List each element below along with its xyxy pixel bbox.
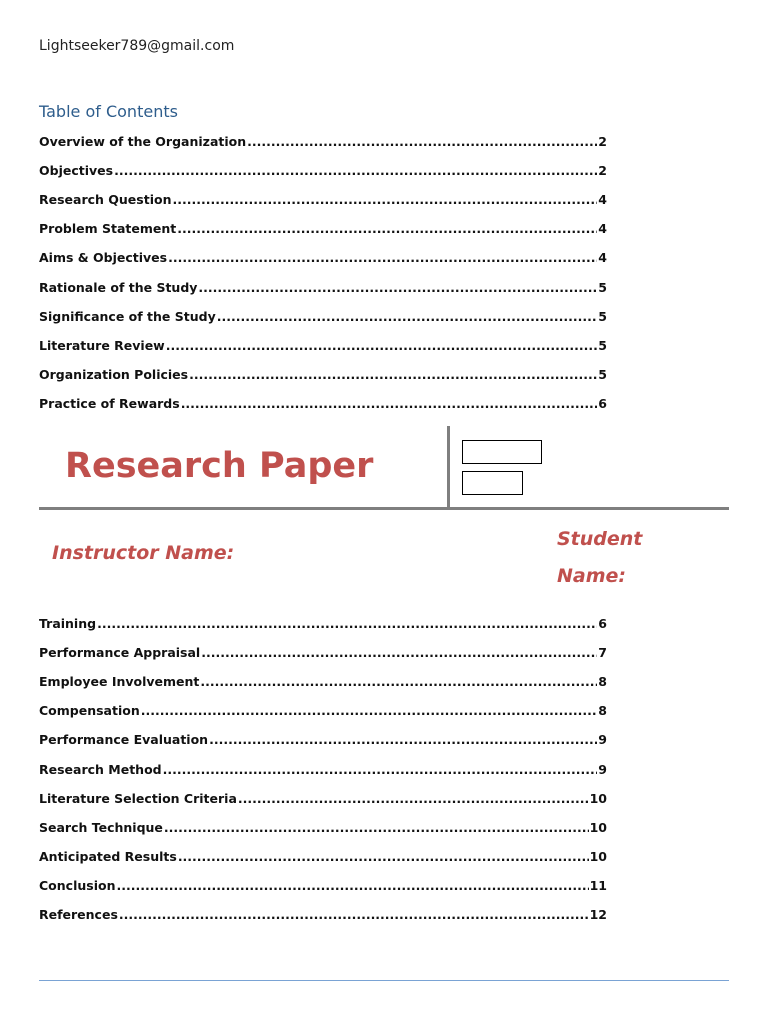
toc-entry[interactable]: [39, 238, 607, 267]
toc-entry[interactable]: [39, 837, 607, 866]
toc-entry-page: 6: [598, 395, 607, 411]
toc-entry-page: 2: [598, 163, 607, 179]
toc-leader-dots: [141, 702, 598, 720]
toc-leader-dots: [163, 761, 598, 779]
toc-entry-label: Search Technique: [39, 819, 163, 835]
toc-leader-dots: [178, 848, 589, 866]
toc-heading: Table of Contents: [39, 102, 178, 121]
toc-entry[interactable]: [39, 355, 607, 384]
toc-leader-dots: [217, 308, 598, 326]
toc-entry-label: Anticipated Results: [39, 848, 177, 864]
toc-leader-dots: [168, 249, 597, 267]
paper-title: Research Paper: [65, 446, 374, 486]
toc-entry-page: 10: [589, 790, 607, 806]
toc-leader-dots: [181, 395, 598, 413]
horizontal-divider: [39, 507, 729, 510]
instructor-name-label: Instructor Name:: [52, 542, 235, 564]
toc-leader-dots: [164, 819, 589, 837]
toc-leader-dots: [198, 279, 597, 297]
toc-entry-page: 5: [598, 308, 607, 324]
toc-entry[interactable]: [39, 209, 607, 238]
toc-entry-page: 10: [589, 819, 607, 835]
toc-leader-dots: [247, 133, 597, 151]
toc-entry[interactable]: [39, 808, 607, 837]
toc-entry-label: Problem Statement: [39, 221, 177, 237]
toc-entry-label: Objectives: [39, 163, 114, 179]
toc-entry[interactable]: [39, 633, 607, 662]
toc-leader-dots: [200, 673, 597, 691]
toc-entry-page: 2: [598, 134, 607, 150]
toc-leader-dots: [201, 644, 597, 662]
toc-entry-label: Research Method: [39, 761, 162, 777]
toc-entry-page: 12: [589, 907, 607, 923]
toc-entry[interactable]: [39, 326, 607, 355]
toc-entry-page: 5: [598, 366, 607, 382]
toc-leader-dots: [114, 162, 597, 180]
toc-leader-dots: [189, 366, 597, 384]
toc-entry-page: 9: [598, 761, 607, 777]
toc-leader-dots: [172, 191, 597, 209]
toc-entry[interactable]: [39, 720, 607, 749]
toc-entry-label: Aims & Objectives: [39, 250, 168, 266]
empty-text-box-small[interactable]: [462, 471, 523, 495]
toc-entry[interactable]: [39, 122, 607, 151]
toc-entry-page: 11: [589, 877, 607, 893]
toc-entry-page: 9: [598, 732, 607, 748]
toc-leader-dots: [116, 877, 588, 895]
toc-entry-label: Significance of the Study: [39, 308, 216, 324]
toc-entry-label: Performance Appraisal: [39, 645, 201, 661]
toc-entry-page: 5: [598, 279, 607, 295]
toc-entry-label: Performance Evaluation: [39, 732, 209, 748]
toc-entry-label: Conclusion: [39, 877, 116, 893]
toc-list-top: [39, 122, 607, 413]
toc-entry[interactable]: [39, 384, 607, 413]
toc-leader-dots: [238, 790, 589, 808]
footer-rule: [39, 980, 729, 981]
toc-entry-label: Training: [39, 616, 97, 632]
toc-entry-page: 8: [598, 674, 607, 690]
toc-leader-dots: [209, 731, 597, 749]
toc-entry-page: 7: [598, 645, 607, 661]
toc-entry[interactable]: [39, 749, 607, 778]
toc-entry-label: Organization Policies: [39, 366, 189, 382]
toc-entry[interactable]: [39, 297, 607, 326]
author-email: Lightseeker789@gmail.com: [39, 38, 235, 54]
toc-entry[interactable]: [39, 895, 607, 924]
toc-entry[interactable]: [39, 691, 607, 720]
toc-entry[interactable]: [39, 267, 607, 296]
vertical-divider: [447, 426, 450, 508]
toc-entry-label: Practice of Rewards: [39, 395, 180, 411]
toc-entry[interactable]: [39, 604, 607, 633]
toc-leader-dots: [177, 220, 597, 238]
toc-entry-page: 8: [598, 703, 607, 719]
toc-list-bottom: [39, 604, 607, 924]
toc-entry[interactable]: [39, 662, 607, 691]
toc-entry[interactable]: [39, 779, 607, 808]
toc-leader-dots: [119, 906, 589, 924]
toc-entry[interactable]: [39, 866, 607, 895]
empty-text-box[interactable]: [462, 440, 542, 464]
toc-entry-label: Overview of the Organization: [39, 134, 247, 150]
toc-entry-label: Rationale of the Study: [39, 279, 198, 295]
toc-entry-label: Literature Selection Criteria: [39, 790, 237, 806]
toc-entry-page: 4: [598, 250, 607, 266]
toc-entry-label: Employee Involvement: [39, 674, 200, 690]
toc-entry[interactable]: [39, 151, 607, 180]
student-name-label: Student Name:: [557, 528, 643, 587]
toc-leader-dots: [97, 615, 597, 633]
toc-entry-page: 10: [589, 848, 607, 864]
toc-entry[interactable]: [39, 180, 607, 209]
toc-entry-label: References: [39, 907, 118, 923]
toc-entry-page: 6: [598, 616, 607, 632]
toc-entry-label: Research Question: [39, 192, 172, 208]
toc-entry-page: 5: [598, 337, 607, 353]
toc-entry-label: Literature Review: [39, 337, 165, 353]
toc-entry-page: 4: [598, 192, 607, 208]
toc-leader-dots: [166, 337, 598, 355]
toc-entry-page: 4: [598, 221, 607, 237]
cover-title-block: [39, 426, 729, 510]
toc-entry-label: Compensation: [39, 703, 140, 719]
